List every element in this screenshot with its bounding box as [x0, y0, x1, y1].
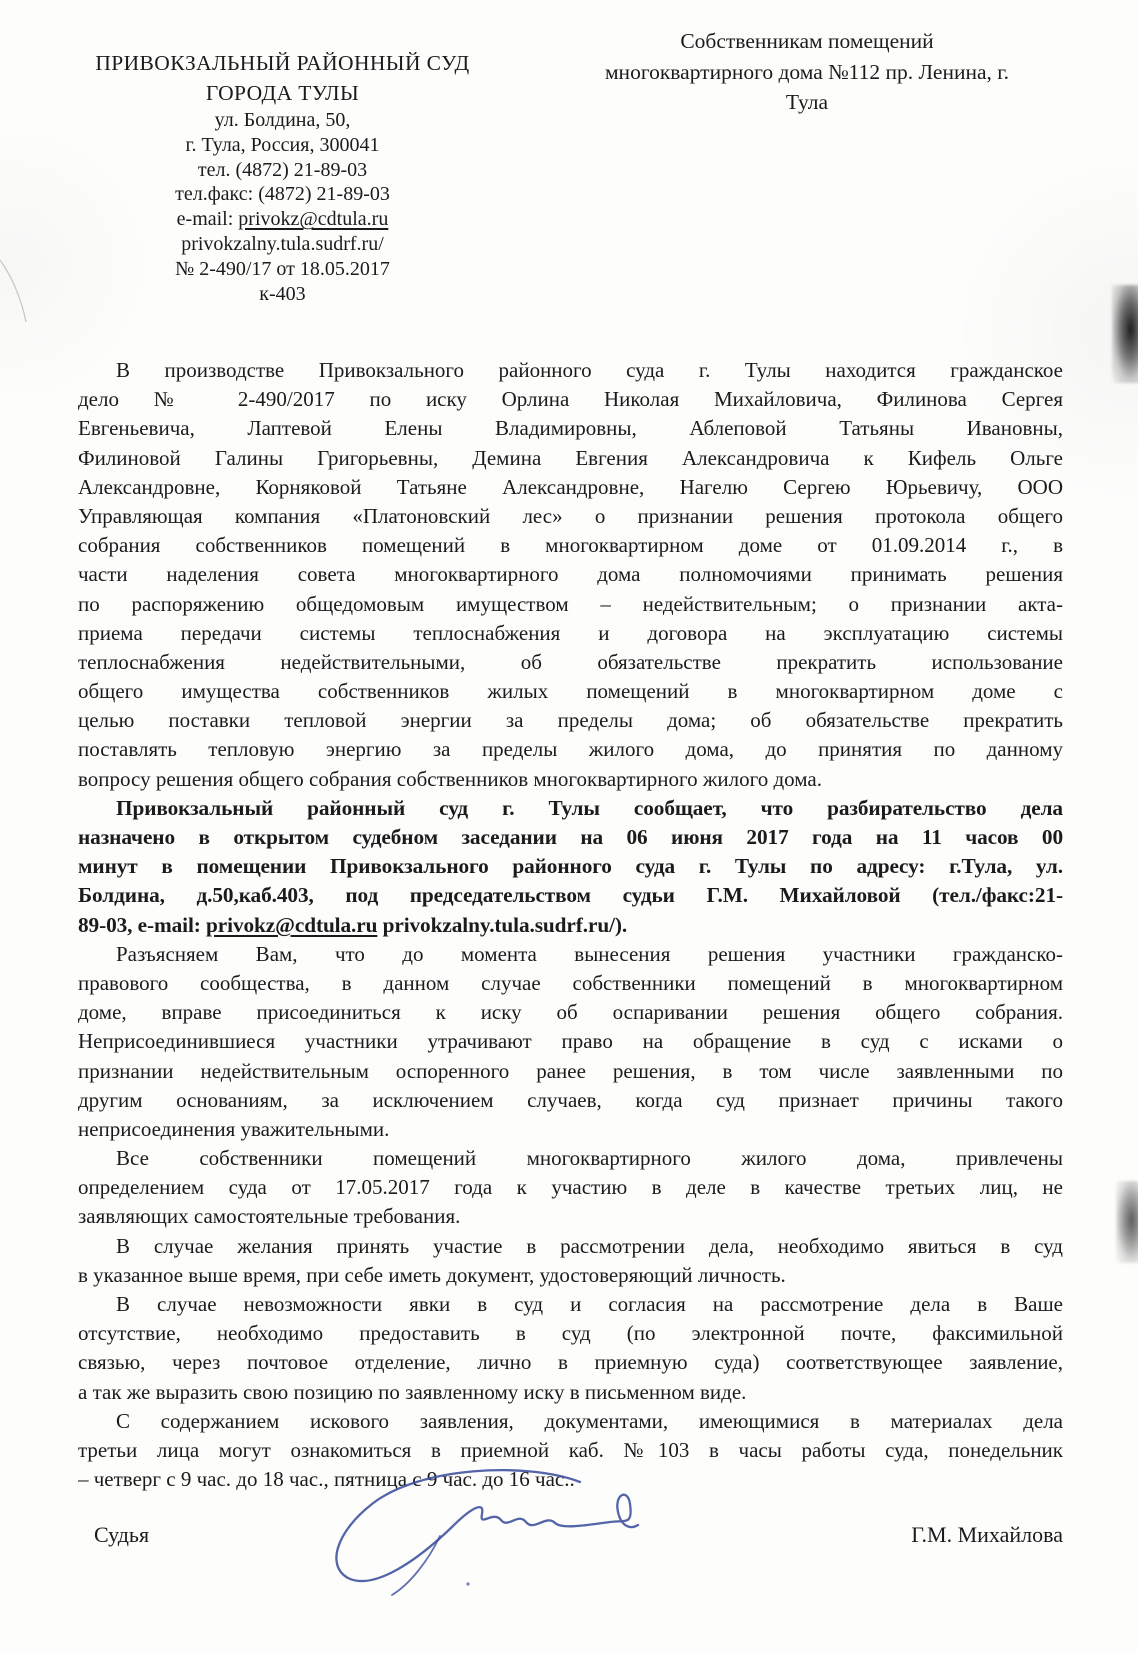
paragraph-joinder-explanation — [78, 940, 1063, 1144]
text-line: Филиновой Галины Григорьевны, Демина Евгения Александровича к Кифель Ольге — [78, 445, 1063, 470]
court-email: privokz@cdtula.ru — [238, 208, 389, 231]
text-line: назначено в открытом судебном заседании на 06 июня 2017 года на 11 часов 00 — [78, 825, 1063, 849]
recipient-line1: Собственникам помещений — [680, 29, 934, 53]
text-line: собрания собственников помещений в многоквартирном доме от 01.09.2014 г., в — [78, 533, 1063, 558]
hearing-notice-lines — [78, 794, 1063, 911]
paragraph-hearing-notice — [78, 794, 1063, 940]
text-line: части наделения совета многоквартирного дома полномочиями принимать решения — [78, 562, 1063, 587]
email-label: e-mail: — [176, 208, 239, 231]
text-line: – четверг с 9 час. до 18 час., пятница с 9 час. до 16 час.. — [78, 1467, 575, 1492]
court-name-line2: ГОРОДА ТУЛЫ — [205, 81, 360, 105]
text-line: неприсоединения уважительными. — [78, 1116, 390, 1141]
text-line: Разъясняем Вам, что до момента вынесения решения участники гражданско- — [116, 941, 1063, 966]
text-line: Александровне, Корняковой Татьяне Александровне, Нагелю Сергею Юрьевичу, ООО — [78, 474, 1063, 499]
text-line: в указанное выше время, при себе иметь документ, удостоверяющий личность. — [78, 1262, 786, 1287]
court-phone: тел. (4872) 21-89-03 — [197, 158, 368, 181]
sender-block — [80, 48, 485, 306]
judge-signature — [288, 1466, 644, 1600]
text-line: Неприсоединившиеся участники утрачивают право на обращение в суд с исками о — [78, 1029, 1063, 1054]
text-line: другим основаниям, за исключением случаев, когда суд признает причины такого — [78, 1087, 1063, 1112]
text-line: Евгеньевича, Лаптевой Елены Владимировны, Аблеповой Татьяны Ивановны, — [78, 416, 1063, 441]
text-line: Все собственники помещений многоквартирного жилого дома, привлечены — [116, 1146, 1063, 1171]
text-line: а так же выразить свою позицию по заявленному иску в письменном виде. — [78, 1379, 747, 1404]
recipient-line3: Тула — [785, 90, 829, 114]
paragraph-attendance — [78, 1232, 1063, 1290]
judge-role-label: Судья — [94, 1522, 150, 1547]
text-line: В случае желания принять участие в рассмотрении дела, необходимо явиться в суд — [116, 1233, 1063, 1258]
scan-smudge-mid-right — [1116, 1181, 1138, 1263]
text-line: по распоряжению общедомовым имуществом – недействительным; о признании акта- — [78, 591, 1063, 616]
judge-name: Г.М. Михайлова — [911, 1522, 1063, 1547]
paragraph-case-description — [78, 356, 1063, 794]
text-line: теплоснабжения недействительными, об обязательстве прекратить использование — [78, 649, 1063, 674]
hearing-tail-prefix: 89-03, e-mail: — [78, 912, 207, 937]
text-line: определением суда от 17.05.2017 года к участию в деле в качестве третьих лиц, не — [78, 1175, 1063, 1200]
hearing-notice-tail-line — [78, 911, 1063, 940]
paragraph-absence-option — [78, 1290, 1063, 1407]
scan-smudge-top-right — [1112, 285, 1138, 383]
text-line: приема передачи системы теплоснабжения и договора на эксплуатацию системы — [78, 620, 1063, 645]
recipient-line2: многоквартирного дома №112 пр. Ленина, г. — [604, 59, 1010, 84]
court-address-line2: г. Тула, Россия, 300041 — [185, 133, 380, 156]
text-line: признании недействительным оспоренного ранее решения, в том числе заявленными по — [78, 1058, 1063, 1083]
scan-arc-left-margin — [0, 246, 32, 328]
text-line: Болдина, д.50,каб.403, под председательством судьи Г.М. Михайловой (тел./факс:21- — [78, 883, 1063, 908]
text-line: заявляющих самостоятельные требования. — [78, 1204, 461, 1229]
court-fax: тел.факс: (4872) 21-89-03 — [175, 183, 390, 206]
court-name-line1: ПРИВОКЗАЛЬНЫЙ РАЙОННЫЙ СУД — [95, 51, 470, 75]
text-line: общего имущества собственников жилых помещений в многоквартирном доме с — [78, 679, 1063, 704]
text-line: третьи лица могут ознакомиться в приемной каб. №103 в часы работы суда, понедельник — [78, 1437, 1063, 1462]
text-line: целью поставки тепловой энергии за пределы дома; об обязательстве прекратить — [78, 708, 1063, 733]
document-body — [78, 356, 1063, 1494]
recipient-block — [518, 26, 1096, 118]
hearing-tail-suffix: privokzalny.tula.sudrf.ru/). — [377, 912, 628, 937]
court-email-line — [80, 207, 485, 232]
text-line: отсутствие, необходимо предоставить в суд (по электронной почте, факсимильной — [78, 1321, 1063, 1346]
court-address-line1: ул. Болдина, 50, — [214, 109, 351, 131]
text-line: минут в помещении Привокзального районного суда г. Тулы по адресу: г.Тула, ул. — [78, 854, 1063, 879]
text-line: Привокзальный районный суд г. Тулы сообщает, что разбирательство дела — [116, 795, 1063, 820]
text-line: поставлять тепловую энергию за пределы жилого дома, до принятия по данному — [78, 737, 1063, 762]
text-line: доме, вправе присоединиться к иску об оспаривании решения общего собрания. — [78, 1000, 1063, 1025]
text-line: С содержанием искового заявления, документами, имеющимися в материалах дела — [116, 1408, 1063, 1433]
text-line: Управляющая компания «Платоновский лес» о признании решения протокола общего — [78, 503, 1063, 528]
case-ref-number: № 2-490/17 от 18.05.2017 — [175, 257, 390, 280]
text-line: связью, через почтовое отделение, лично в приемную суда) соответствующее заявление, — [78, 1350, 1063, 1375]
paragraph-third-parties — [78, 1144, 1063, 1232]
text-line: В случае невозможности явки в суд и согласия на рассмотрение дела в Ваше — [116, 1292, 1063, 1316]
text-line: правового сообщества, в данном случае собственники помещений в многоквартирном — [78, 970, 1063, 995]
court-website: privokzalny.tula.sudrf.ru/ — [181, 232, 384, 255]
text-line: В производстве Привокзального районного суда г. Тулы находится гражданское — [116, 358, 1063, 382]
text-line: вопросу решения общего собрания собственников многоквартирного жилого дома. — [78, 766, 822, 791]
text-line: дело № 2-490/2017 по иску Орлина Николая Михайловича, Филинова Сергея — [78, 387, 1063, 412]
signature-ink-dot — [466, 1582, 469, 1585]
cabinet-number: к-403 — [259, 282, 306, 305]
hearing-email: privokz@cdtula.ru — [206, 912, 378, 937]
